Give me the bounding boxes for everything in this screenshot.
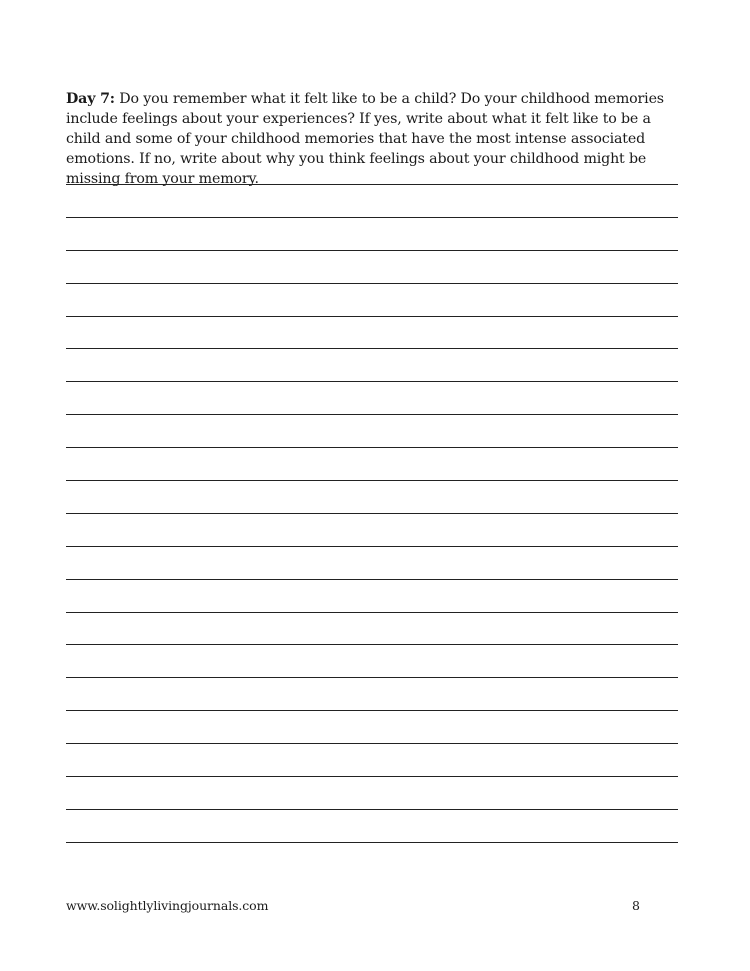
- writing-line: [66, 283, 678, 316]
- writing-line: [66, 480, 678, 513]
- writing-line: [66, 546, 678, 579]
- writing-line: [66, 348, 678, 381]
- writing-line: [66, 414, 678, 447]
- writing-line: [66, 217, 678, 250]
- writing-line: [66, 513, 678, 546]
- writing-line: [66, 677, 678, 710]
- writing-line: [66, 447, 678, 480]
- writing-line: [66, 644, 678, 677]
- writing-line: [66, 776, 678, 809]
- writing-line: [66, 184, 678, 217]
- page-number: 8: [632, 898, 640, 913]
- prompt-text: Do you remember what it felt like to be a child? Do your childhood memories include feelings about your experiences? If yes, write about what it felt like to be a child and some of your childhood memories that have the most intense associated emotions. If no, write about why you think feelings about your childhood might be missing from your memory.: [66, 91, 664, 187]
- footer-website: www.solightlylivingjournals.com: [66, 898, 269, 913]
- journal-prompt: [66, 89, 686, 189]
- writing-line: [66, 316, 678, 349]
- writing-line: [66, 743, 678, 776]
- writing-line: [66, 842, 678, 875]
- writing-line: [66, 579, 678, 612]
- writing-line: [66, 809, 678, 842]
- writing-line: [66, 710, 678, 743]
- writing-line: [66, 250, 678, 283]
- writing-line: [66, 612, 678, 645]
- prompt-day-label: Day 7:: [66, 91, 115, 107]
- writing-line: [66, 381, 678, 414]
- writing-lines: [66, 184, 678, 875]
